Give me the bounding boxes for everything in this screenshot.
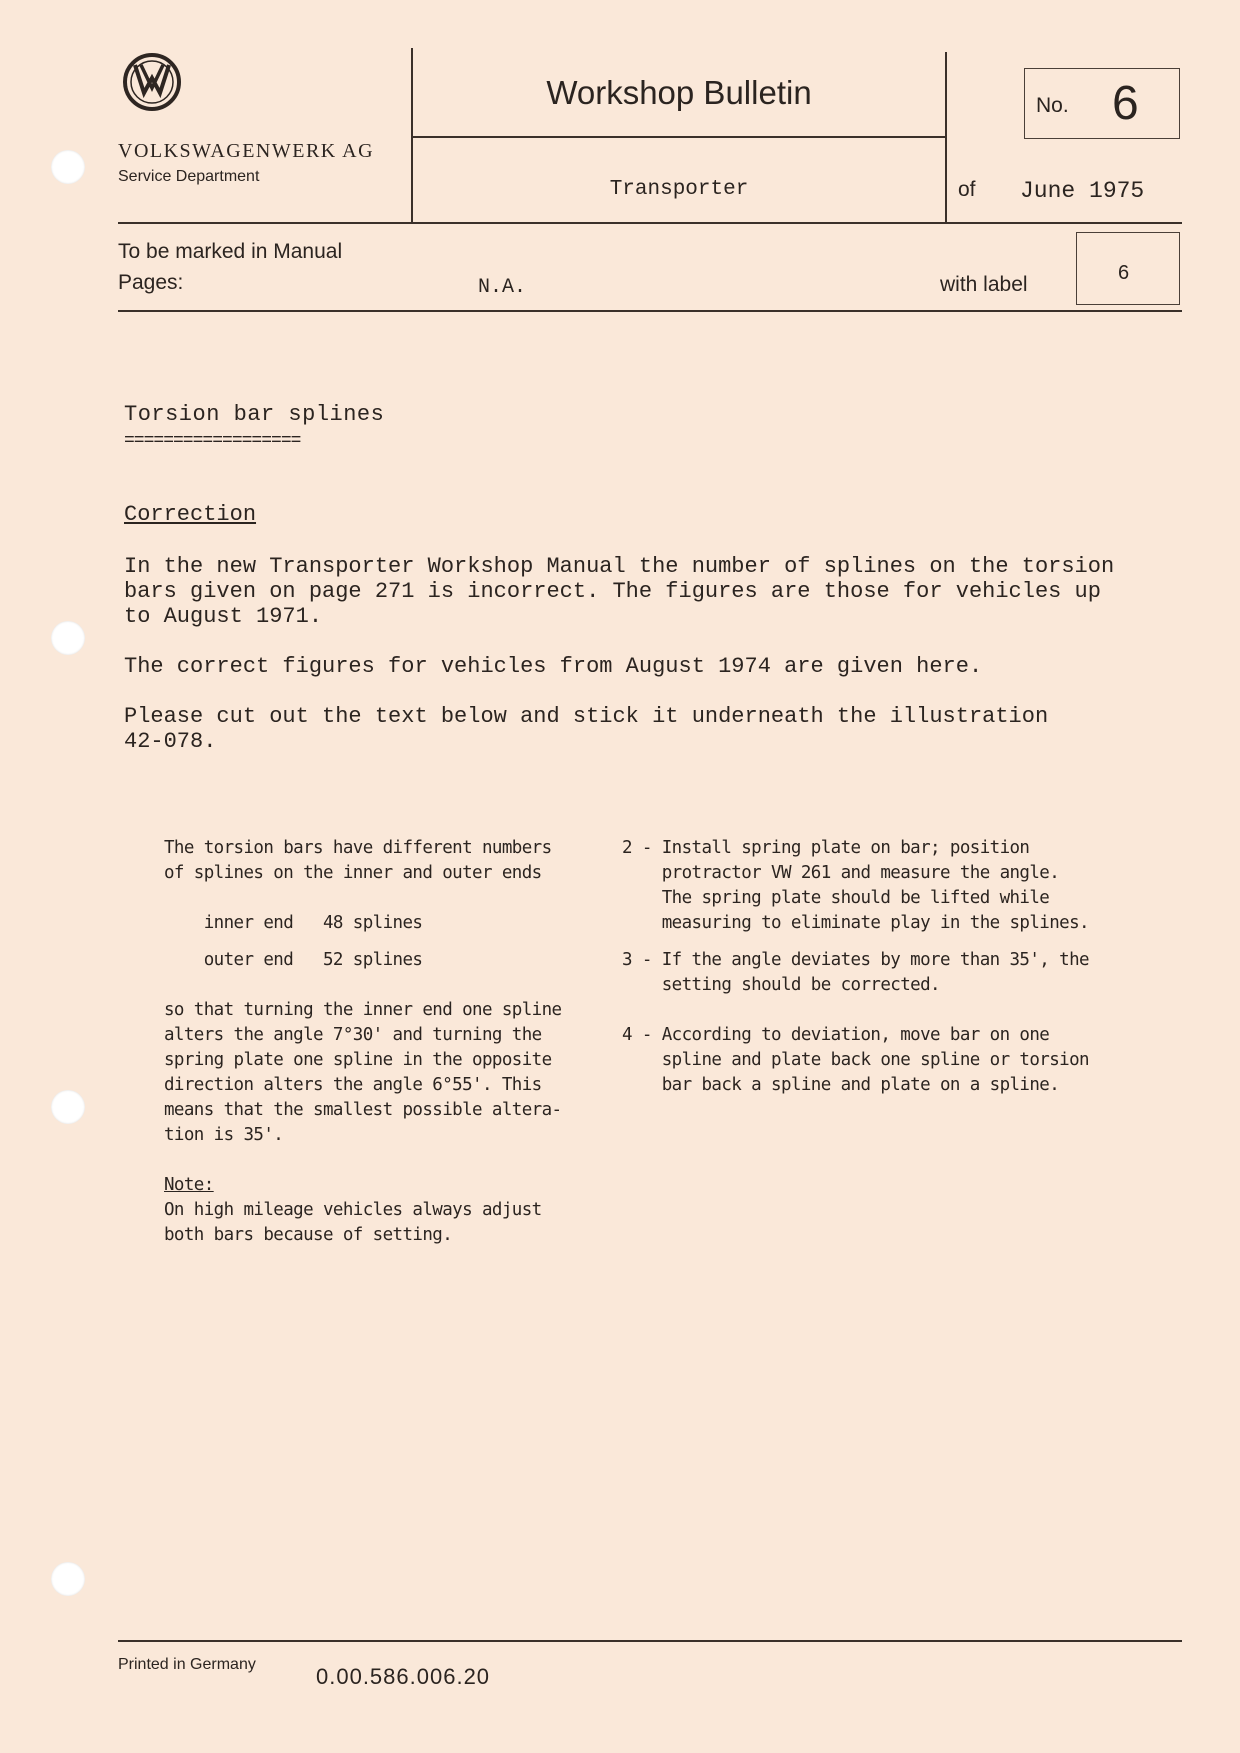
paragraph-line: bars given on page 271 is incorrect. The figures are those for vehicles up — [124, 579, 1101, 604]
page-title: Workshop Bulletin — [546, 74, 812, 111]
bulletin-number: 6 — [1112, 77, 1139, 130]
punch-hole — [51, 150, 85, 184]
number-label: No. — [1036, 94, 1069, 117]
punch-hole — [51, 1562, 85, 1596]
insert-line: spring plate one spline in the opposite — [164, 1050, 552, 1070]
insert-line: The torsion bars have different numbers — [164, 838, 552, 858]
insert-line: means that the smallest possible altera- — [164, 1100, 562, 1120]
insert-line: setting should be corrected. — [622, 975, 940, 995]
insert-line: On high mileage vehicles always adjust — [164, 1200, 542, 1220]
insert-line: The spring plate should be lifted while — [622, 888, 1050, 908]
insert-line: protractor VW 261 and measure the angle. — [622, 863, 1060, 883]
manual-rule — [118, 310, 1182, 312]
insert-line: 4 - According to deviation, move bar on one — [622, 1025, 1050, 1045]
paragraph-line: to August 1971. — [124, 604, 323, 629]
insert-line: 2 - Install spring plate on bar; position — [622, 838, 1030, 858]
label-value: 6 — [1118, 262, 1130, 284]
bulletin-date: June 1975 — [1020, 178, 1145, 204]
paragraph-correct-figures — [124, 654, 982, 679]
of-label: of — [958, 178, 976, 201]
pages-label: Pages: — [118, 271, 184, 294]
bulletin-subject: Transporter — [609, 178, 749, 201]
insert-line: so that turning the inner end one spline — [164, 1000, 562, 1020]
note-heading: Note: — [164, 1175, 214, 1195]
step-3 — [622, 948, 1089, 998]
insert-line: bar back a spline and plate on a spline. — [622, 1075, 1060, 1095]
department-name: Service Department — [118, 168, 260, 185]
paragraph-incorrect — [124, 554, 1114, 629]
header-rule — [118, 222, 1182, 224]
paragraph-instruction — [124, 704, 1048, 754]
step-4 — [622, 1023, 1089, 1098]
insert-line: tion is 35'. — [164, 1125, 284, 1145]
paragraph-line: Please cut out the text below and stick it underneath the illustration — [124, 704, 1049, 729]
insert-line: alters the angle 7°30' and turning the — [164, 1025, 542, 1045]
header-divider — [411, 136, 947, 138]
pages-value: N.A. — [478, 276, 527, 299]
insert-left-intro — [164, 836, 552, 886]
footer-rule — [118, 1640, 1182, 1642]
step-2 — [622, 836, 1089, 936]
note-block — [164, 1173, 542, 1248]
insert-line: inner end 48 splines — [164, 913, 423, 933]
outer-end-splines — [164, 948, 422, 973]
section-title-rule: ================== — [124, 431, 301, 451]
company-name: VOLKSWAGENWERK AG — [118, 140, 375, 162]
document-code: 0.00.586.006.20 — [316, 1664, 491, 1689]
with-label: with label — [940, 273, 1028, 296]
paragraph-line: In the new Transporter Workshop Manual the number of splines on the torsion — [124, 554, 1115, 579]
punch-hole — [51, 1090, 85, 1124]
insert-line: spline and plate back one spline or torsion — [622, 1050, 1089, 1070]
insert-line: 3 - If the angle deviates by more than 35', the — [622, 950, 1089, 970]
inner-end-splines — [164, 911, 422, 936]
vw-logo-icon — [122, 52, 182, 112]
paragraph-line: The correct figures for vehicles from August 1974 are given here. — [124, 654, 983, 679]
punch-hole — [51, 621, 85, 655]
manual-mark-label: To be marked in Manual — [118, 240, 343, 263]
insert-line: measuring to eliminate play in the splines. — [622, 913, 1089, 933]
insert-line: direction alters the angle 6°55'. This — [164, 1075, 542, 1095]
correction-heading: Correction — [124, 502, 257, 527]
paragraph-line: 42-078. — [124, 729, 217, 754]
insert-line: both bars because of setting. — [164, 1225, 453, 1245]
insert-left-body — [164, 998, 561, 1148]
section-title: Torsion bar splines — [124, 402, 385, 427]
printed-in-germany: Printed in Germany — [118, 1656, 256, 1673]
insert-line: outer end 52 splines — [164, 950, 423, 970]
insert-line: of splines on the inner and outer ends — [164, 863, 542, 883]
